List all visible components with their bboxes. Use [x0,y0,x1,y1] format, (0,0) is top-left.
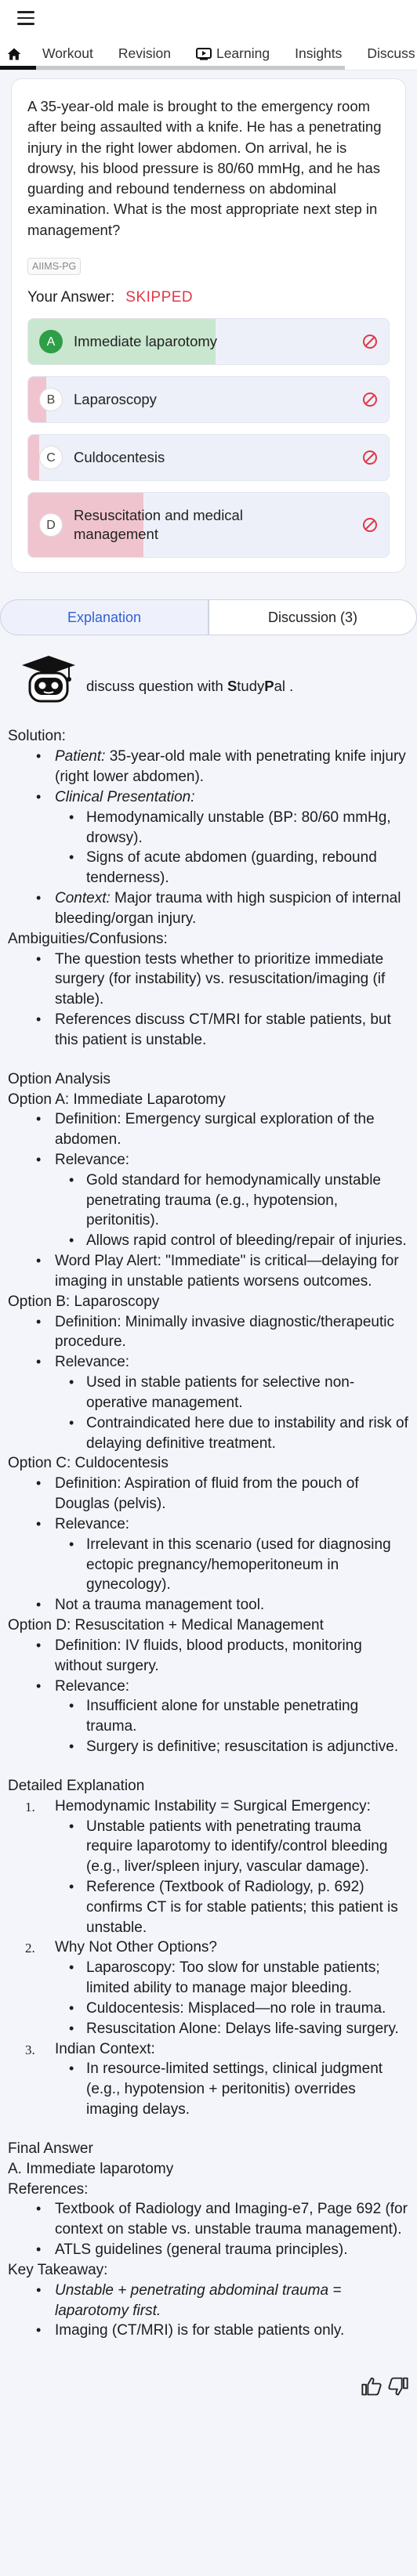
list-item: • References discuss CT/MRI for stable patients, but this patient is unstable. [8,1010,409,1051]
robot-graduate-icon [20,654,77,704]
list-item: • Relevance: • Irrelevant in this scenario (used for diagnosing ectopic pregnancy/hemoperitoneum in gynecology). [8,1514,409,1595]
context-item: • Context: Major trauma with high suspicion of internal bleeding/organ injury. [8,888,409,929]
list-item: • The question tests whether to prioritize immediate surgery (for instability) vs. resuscitation/imaging (if stable). [8,950,409,1010]
list-item: • Insufficient alone for unstable penetrating trauma. [55,1696,409,1737]
detailed-heading: Detailed Explanation [8,1777,145,1794]
list-item: • ATLS guidelines (general trauma principles). [8,2240,409,2260]
studypal-prompt[interactable] [20,653,417,706]
exam-tag: AIIMS-PG [27,258,81,276]
no-entry-icon [362,517,378,533]
tab-discussion[interactable]: Discussion (3) [208,599,417,635]
option-d-heading: Option D: Resuscitation + Medical Management [8,1617,324,1634]
list-item: • Irrelevant in this scenario (used for diagnosing ectopic pregnancy/hemoperitoneum in gynecology). [55,1535,409,1595]
menu-icon[interactable] [17,11,34,25]
option-analysis-heading: Option Analysis [8,1070,111,1087]
solution-heading: Solution: [8,728,66,745]
detailed-item: 2. Why Not Other Options? • Laparoscopy: Too slow for unstable patients; limited ability to manage major bleeding. • Culdocentesis: Misplaced—no role in trauma. • Resuscitation Alone: Delays life-saving surgery. [8,1937,409,2039]
options-list [27,318,390,558]
option-text: Immediate laparotomy [74,333,218,350]
list-item: • Definition: Aspiration of fluid from the pouch of Douglas (pelvis). [8,1474,409,1514]
list-item: • Unstable patients with penetrating trauma require laparotomy to identify/control bleeding (e.g., liver/spleen injury, vascular damage). [55,1817,409,1877]
list-item: • Definition: IV fluids, blood products, monitoring without surgery. [8,1636,409,1677]
option-response-bar [28,435,39,480]
list-item: • Signs of acute abdomen (guarding, rebound tenderness). [55,848,409,888]
option-letter: B [39,388,63,411]
list-item: • Reference (Textbook of Radiology, p. 692) confirms CT is for stable patients; this patient is unstable. [55,1877,409,1937]
clinical-item: • Clinical Presentation: • Hemodynamically unstable (BP: 80/60 mmHg, drowsy). • Signs of acute abdomen (guarding, rebound tenderness). [8,787,409,888]
list-item: • Hemodynamically unstable (BP: 80/60 mmHg, drowsy). [55,808,409,848]
tab-home[interactable] [0,38,30,70]
top-bar [0,0,417,38]
patient-item: • Patient: 35-year-old male with penetrating knife injury (right lower abdomen). [8,747,409,787]
thumbs-up-icon[interactable] [361,2375,383,2397]
your-answer [27,288,390,307]
option-text: Culdocentesis [74,449,165,466]
list-item: • Not a trauma management tool. [8,1595,409,1615]
option-b-heading: Option B: Laparoscopy [8,1293,160,1310]
list-item: • Laparoscopy: Too slow for unstable patients; limited ability to manage major bleeding. [55,1958,409,1999]
tab-learning[interactable]: Learning [183,38,282,70]
list-item: • Unstable + penetrating abdominal trauma = laparotomy first. [8,2281,409,2321]
list-item: • Imaging (CT/MRI) is for stable patients only. [8,2321,409,2341]
tab-insights[interactable]: Insights [295,45,343,61]
thumbs-down-icon[interactable] [387,2375,409,2397]
ambiguities-heading: Ambiguities/Confusions: [8,930,168,947]
feedback-bar [0,2364,417,2415]
tab-workout[interactable]: Workout [42,45,93,61]
list-item: • Contraindicated here due to instability and risk of delaying definitive treatment. [55,1413,409,1454]
list-item: • Surgery is definitive; resuscitation is adjunctive. [55,1737,409,1757]
option-letter: C [39,446,63,469]
tab-revision[interactable]: Revision [118,45,171,61]
explanation-content [0,706,417,2341]
studypal-text: discuss question with StudyPal . [86,678,294,695]
option-b[interactable] [27,376,390,423]
list-item: • Culdocentesis: Misplaced—no role in trauma. [55,1999,409,2019]
option-letter: A [39,330,63,353]
list-item: • In resource-limited settings, clinical judgment (e.g., hypotension + peritonitis) overrides imaging delays. [55,2059,409,2119]
option-text: Laparoscopy [74,391,157,408]
list-item: • Definition: Emergency surgical exploration of the abdomen. [8,1109,409,1150]
list-item: • Relevance: • Gold standard for hemodynamically unstable penetrating trauma (e.g., hypotension, peritonitis). • Allows rapid control of bleeding/repair of injuries. [8,1150,409,1251]
home-icon [6,46,22,62]
list-item: • Definition: Minimally invasive diagnostic/therapeutic procedure. [8,1312,409,1353]
question-card [11,78,406,573]
list-item: • Word Play Alert: "Immediate" is critical—delaying for imaging in unstable patients worsens outcomes. [8,1251,409,1292]
tab-discuss[interactable]: Discuss [367,45,415,61]
no-entry-icon [362,450,378,465]
list-item: • Textbook of Radiology and Imaging-e7, Page 692 (for context on stable vs. unstable trauma management). [8,2199,409,2240]
final-answer-text: A. Immediate laparotomy [8,2160,174,2177]
final-answer-heading: Final Answer [8,2140,93,2157]
detailed-item: 3. Indian Context: • In resource-limited settings, clinical judgment (e.g., hypotension + peritonitis) overrides imaging delays. [8,2039,409,2120]
list-item: • Allows rapid control of bleeding/repair of injuries. [55,1231,409,1251]
option-c-heading: Option C: Culdocentesis [8,1455,169,1472]
option-text: Resuscitation and medical management [74,507,243,543]
no-entry-icon [362,392,378,407]
references-heading: References: [8,2180,89,2198]
list-item: • Used in stable patients for selective non-operative management. [55,1373,409,1413]
option-c[interactable] [27,434,390,481]
tab-explanation[interactable]: Explanation [0,599,208,635]
tab-scroll-indicator [0,66,345,70]
detailed-item: 1. Hemodynamic Instability = Surgical Emergency: • Unstable patients with penetrating trauma require laparotomy to identify/control bleeding (e.g., liver/spleen injury, vascular damage). • Reference (Textbook of Radiology, p. 692) confirms CT is for stable patients; this patient is unstable. [8,1796,409,1938]
list-item: • Relevance: • Used in stable patients for selective non-operative management. • Contraindicated here due to instability and risk of delaying definitive treatment. [8,1352,409,1453]
option-a-heading: Option A: Immediate Laparotomy [8,1091,226,1108]
video-icon [196,48,212,60]
option-d[interactable] [27,492,390,558]
explanation-discussion-toggle [0,599,417,635]
answer-label: Your Answer: [27,289,115,306]
list-item: • Gold standard for hemodynamically unstable penetrating trauma (e.g., hypotension, peritonitis). [55,1170,409,1231]
list-item: • Relevance: • Insufficient alone for unstable penetrating trauma. • Surgery is definitive; resuscitation is adjunctive. [8,1677,409,1757]
question-text: A 35-year-old male is brought to the emergency room after being assaulted with a knife. He has a penetrating injury in the right lower abdomen. On arrival, he is drowsy, his blood pressure is 80/60 mmHg, and he has guarding and rebound tenderness on abdominal examination. What is the most appropriate next step in management? [27,98,382,238]
option-letter: D [39,513,63,537]
no-entry-icon [362,334,378,349]
list-item: • Resuscitation Alone: Delays life-saving surgery. [55,2019,409,2039]
takeaway-heading: Key Takeaway: [8,2261,108,2278]
option-a[interactable] [27,318,390,365]
nav-tabs [0,38,417,71]
answer-status: SKIPPED [125,289,194,306]
